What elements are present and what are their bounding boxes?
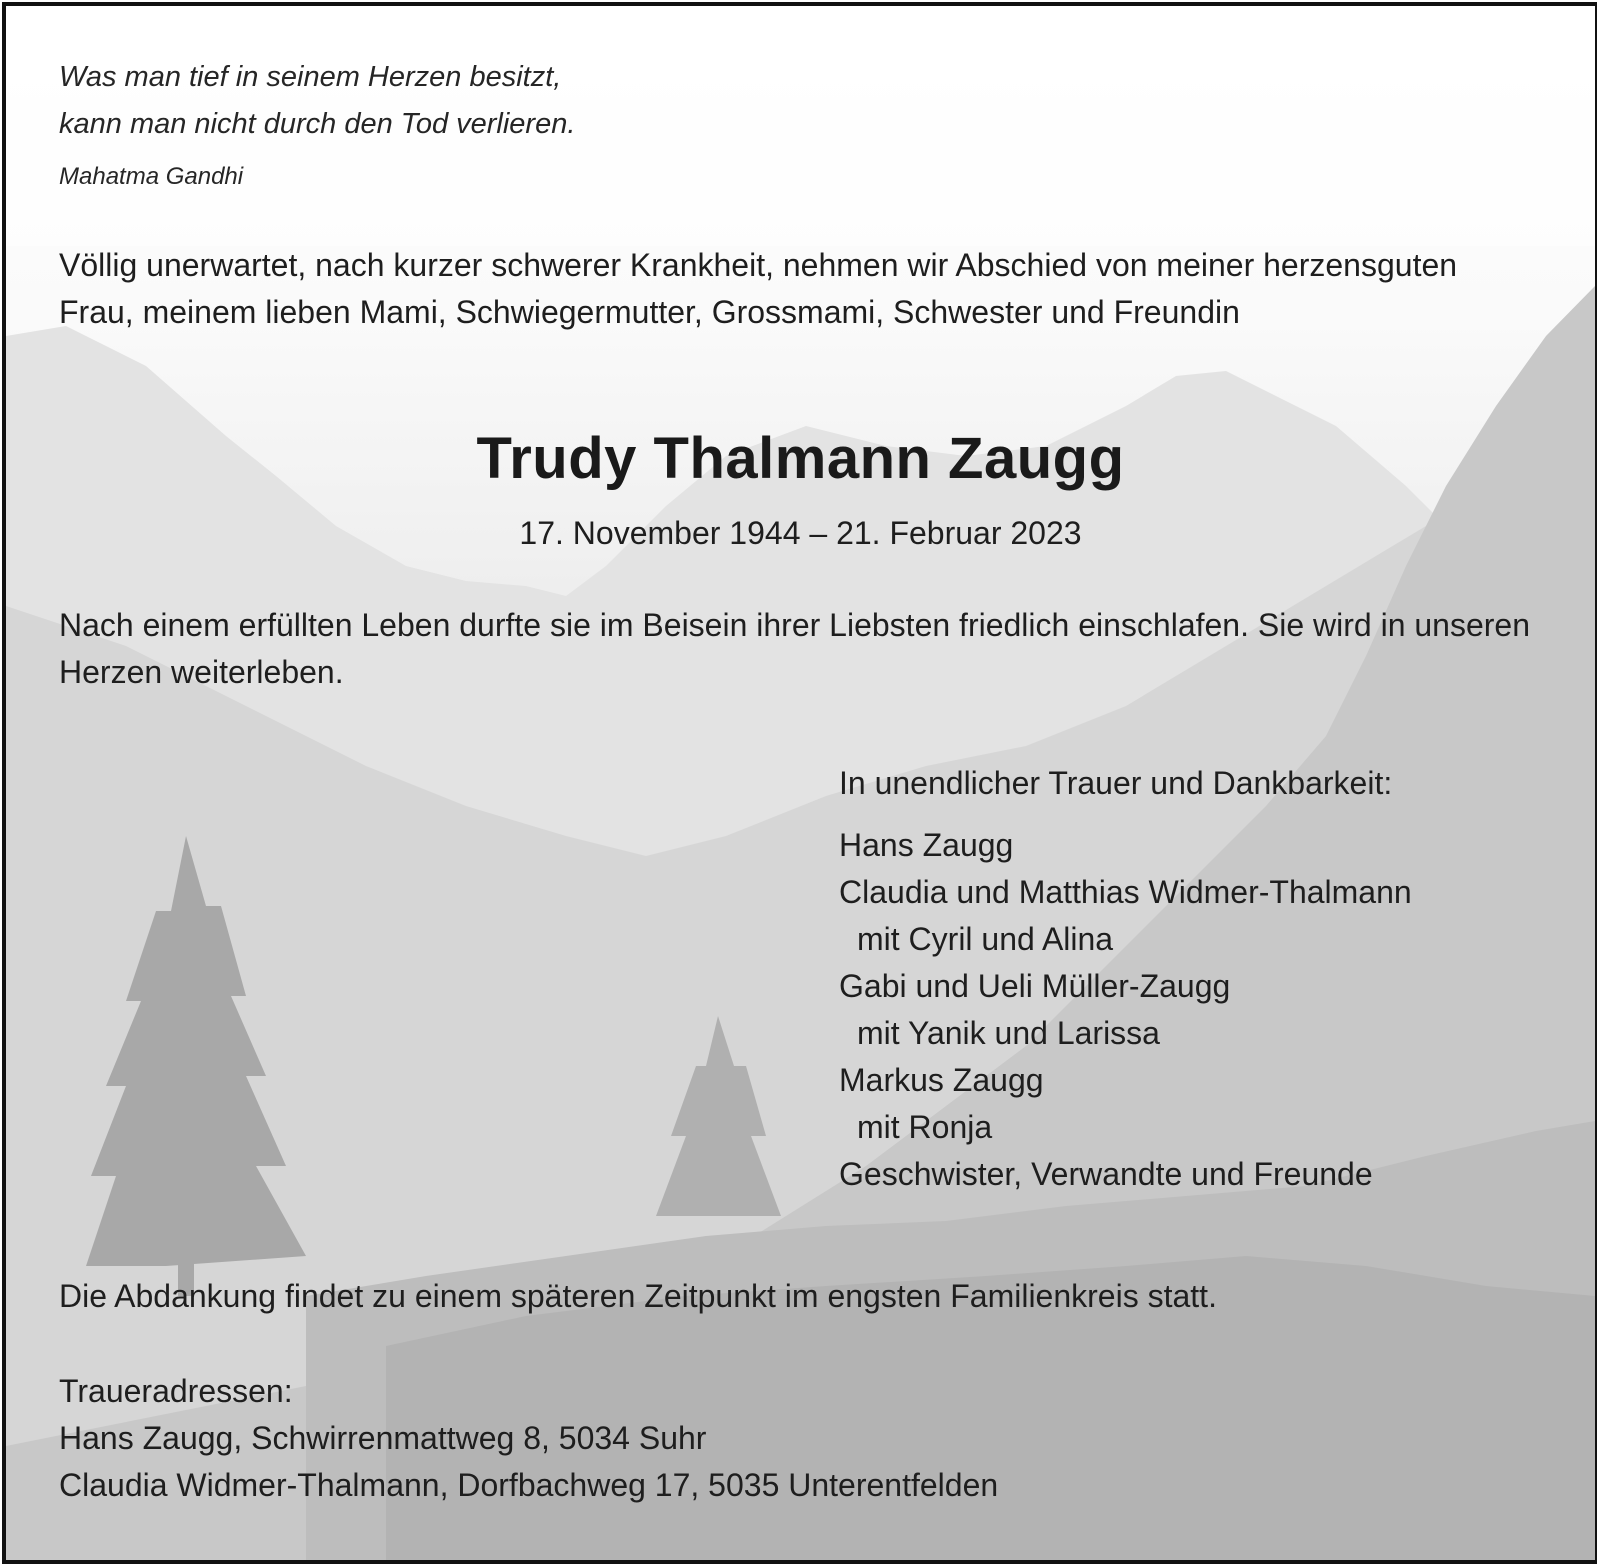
obituary-content [6,6,1595,1560]
mourner-line-sub: mit Ronja [857,1109,993,1145]
quote-line-1: Was man tief in seinem Herzen besitzt, [59,61,562,93]
mourner-line: Hans Zaugg [839,827,1014,863]
mourner-line-sub: mit Yanik und Larissa [857,1015,1160,1051]
life-dates: 17. November 1944 – 21. Februar 2023 [519,515,1082,551]
obituary-card [2,2,1597,1564]
mourning-addresses [59,1368,998,1509]
mourner-line: Claudia und Matthias Widmer-Thalmann [839,874,1412,910]
intro-text: Völlig unerwartet, nach kurzer schwerer Krankheit, nehmen wir Abschied von meiner herzensguten Frau, meinem lieben Mami, Schwiegermutter, Grossmami, Schwester und Freundin [59,247,1458,330]
address-line: Hans Zaugg, Schwirrenmattweg 8, 5034 Suhr [59,1420,707,1456]
deceased-name: Trudy Thalmann Zaugg [476,426,1125,491]
mourners-heading: In unendlicher Trauer und Dankbarkeit: [839,765,1393,801]
mourner-line: Geschwister, Verwandte und Freunde [839,1156,1373,1192]
mourner-line: Gabi und Ueli Müller-Zaugg [839,968,1231,1004]
funeral-notice: Die Abdankung findet zu einem späteren Zeitpunkt im engsten Familienkreis statt. [59,1278,1217,1314]
quote-line-2: kann man nicht durch den Tod verlieren. [59,108,576,140]
address-line: Claudia Widmer-Thalmann, Dorfbachweg 17, 5035 Unterentfelden [59,1467,999,1503]
addresses-heading: Traueradressen: [59,1373,293,1409]
quote-author: Mahatma Gandhi [59,163,244,190]
mourner-line-sub: mit Cyril und Alina [857,921,1114,957]
mourners-list [839,822,1412,1198]
quote [59,54,575,148]
bio-text: Nach einem erfüllten Leben durfte sie im Beisein ihrer Liebsten friedlich einschlafen. Sie wird in unseren Herzen weiterleben. [59,607,1531,690]
mourner-line: Markus Zaugg [839,1062,1044,1098]
